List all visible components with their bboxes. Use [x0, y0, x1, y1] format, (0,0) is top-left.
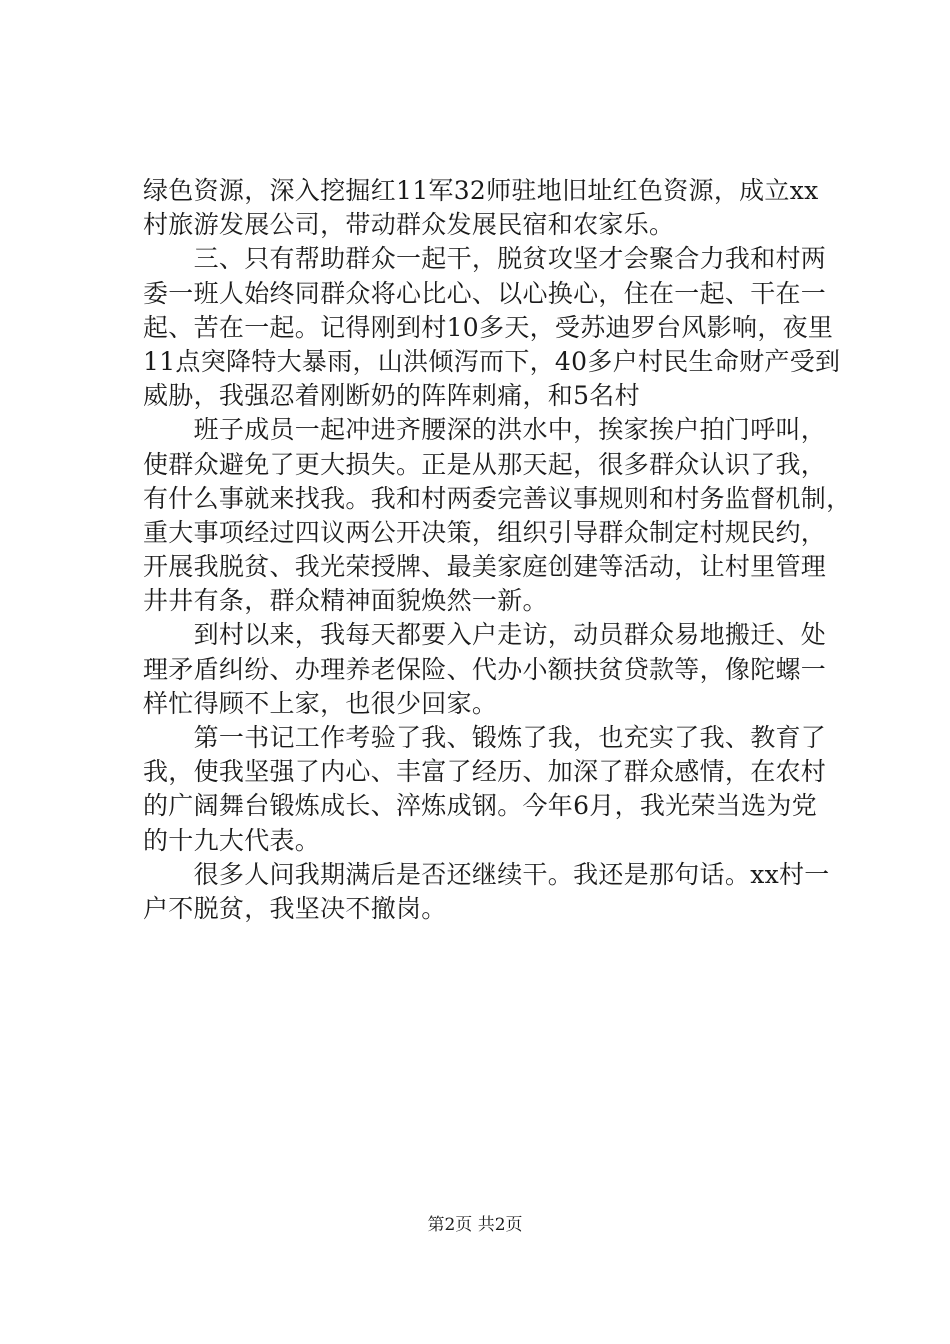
- text-line: 重大事项经过四议两公开决策，组织引导群众制定村规民约，: [143, 517, 827, 547]
- text-line: 的十九大代表。: [143, 825, 321, 855]
- text-line: 威胁，我强忍着刚断奶的阵阵刺痛，和5名村: [143, 381, 640, 411]
- text-line: 绿色资源，深入挖掘红11军32师驻地旧址红色资源，成立xx: [143, 176, 819, 205]
- text-line: 有什么事就来找我。我和村两委完善议事规则和村务监督机制，: [143, 483, 852, 513]
- text-line: 样忙得顾不上家，也很少回家。: [143, 688, 498, 718]
- text-line: 委一班人始终同群众将心比心、以心换心，住在一起、干在一: [143, 278, 827, 308]
- text-line: 三、只有帮助群众一起干，脱贫攻坚才会聚合力我和村两: [143, 244, 827, 274]
- page-footer: 第2页 共2页: [427, 1215, 523, 1235]
- text-line: 第一书记工作考验了我、锻炼了我，也充实了我、教育了: [143, 723, 827, 752]
- text-line: 班子成员一起冲进齐腰深的洪水中，挨家挨户拍门呼叫，: [143, 415, 827, 445]
- text-line: 11点突降特大暴雨，山洪倾泻而下，40多户村民生命财产受到: [143, 346, 841, 376]
- body-text: [143, 174, 852, 926]
- text-line: 我，使我坚强了内心、丰富了经历、加深了群众感情，在农村: [143, 757, 827, 787]
- text-line: 很多人问我期满后是否还继续干。我还是那句话。xx村一: [143, 859, 830, 889]
- text-line: 起、苦在一起。记得刚到村10多天，受苏迪罗台风影响，夜里: [143, 312, 834, 342]
- text-line: 理矛盾纠纷、办理养老保险、代办小额扶贫贷款等，像陀螺一: [143, 654, 827, 684]
- text-line: 使群众避免了更大损失。正是从那天起，很多群众认识了我，: [143, 449, 827, 479]
- text-line: 村旅游发展公司，带动群众发展民宿和农家乐。: [143, 210, 675, 240]
- text-line: 到村以来，我每天都要入户走访，动员群众易地搬迁、处: [143, 620, 827, 650]
- text-line: 井井有条，群众精神面貌焕然一新。: [143, 586, 548, 616]
- text-line: 户不脱贫，我坚决不撤岗。: [143, 893, 447, 923]
- text-line: 的广阔舞台锻炼成长、淬炼成钢。今年6月，我光荣当选为党: [143, 791, 818, 821]
- text-line: 开展我脱贫、我光荣授牌、最美家庭创建等活动，让村里管理: [143, 552, 827, 582]
